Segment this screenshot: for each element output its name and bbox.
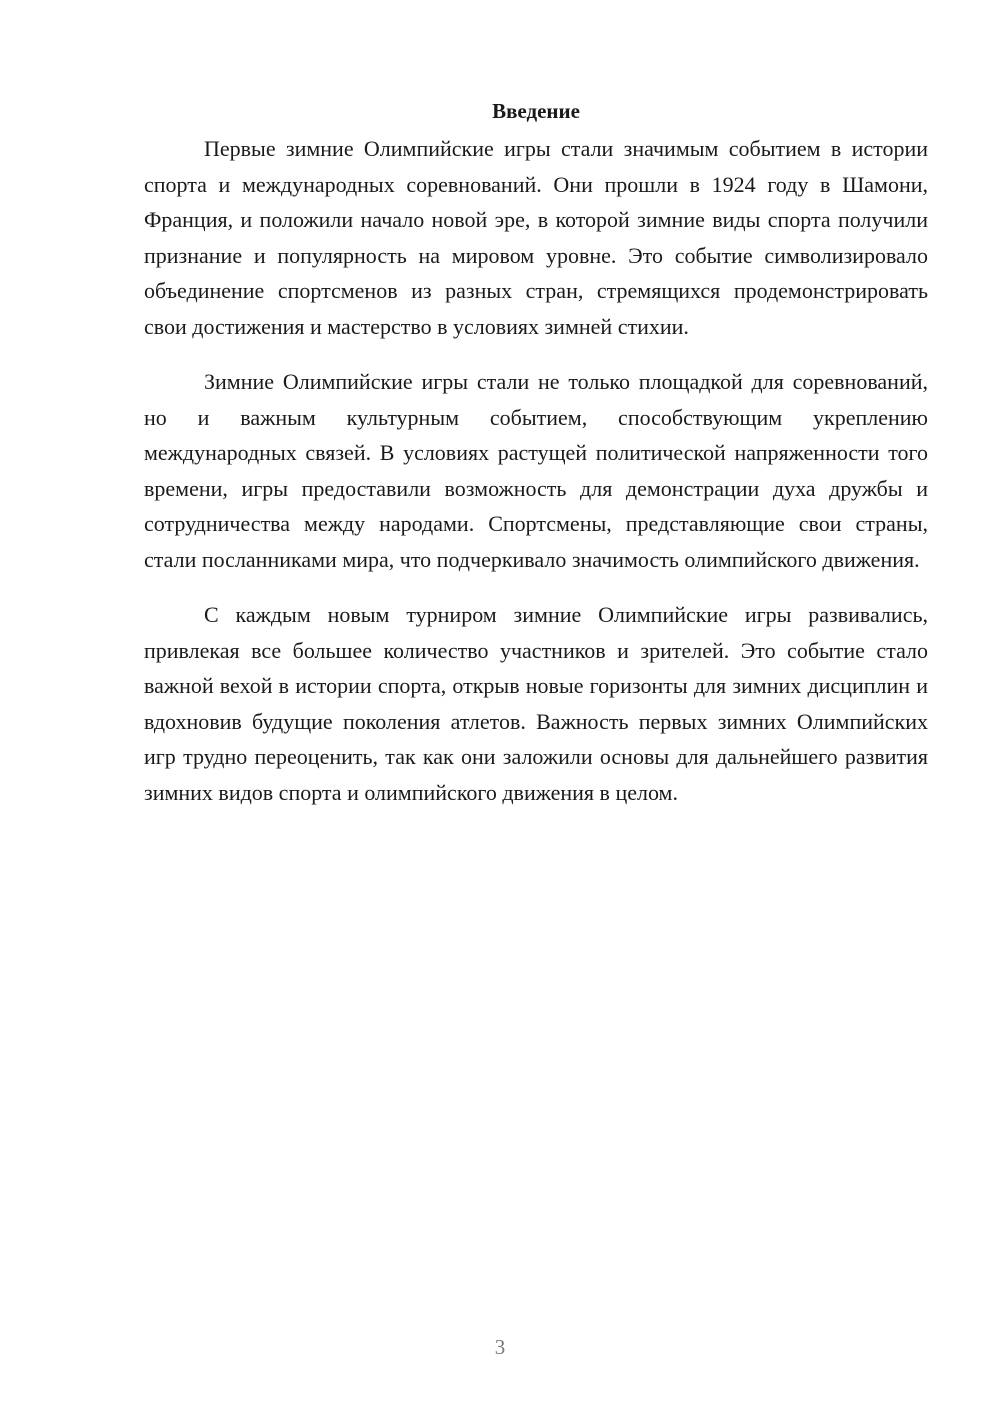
page-number: 3 — [494, 1335, 506, 1359]
page-content — [144, 96, 928, 830]
paragraph-1: Первые зимние Олимпийские игры стали значимым событием в истории спорта и международных соревнований. Они прошли в 1924 году в Шамони, Франция, и положили начало новой эре, в которой зимние виды спорта получили признание и популярность на мировом уровне. Это событие символизировало объединение спортсменов из разных стран, стремящихся продемонстрировать свои достижения и мастерство в условиях зимней стихии. — [144, 136, 928, 339]
paragraph-3: С каждым новым турниром зимние Олимпийские игры развивались, привлекая все большее количество участников и зрителей. Это событие стало важной вехой в истории спорта, открыв новые горизонты для зимних дисциплин и вдохновив будущие поколения атлетов. Важность первых зимних Олимпийских игр трудно переоценить, так как они заложили основы для дальнейшего развития зимних видов спорта и олимпийского движения в целом. — [144, 602, 928, 805]
paragraph-2: Зимние Олимпийские игры стали не только площадкой для соревнований, но и важным культурным событием, способствующим укреплению международных связей. В условиях растущей политической напряженности того времени, игры предоставили возможность для демонстрации духа дружбы и сотрудничества между народами. Спортсмены, представляющие свои страны, стали посланниками мира, что подчеркивало значимость олимпийского движения. — [144, 369, 928, 572]
section-heading: Введение — [492, 99, 580, 123]
